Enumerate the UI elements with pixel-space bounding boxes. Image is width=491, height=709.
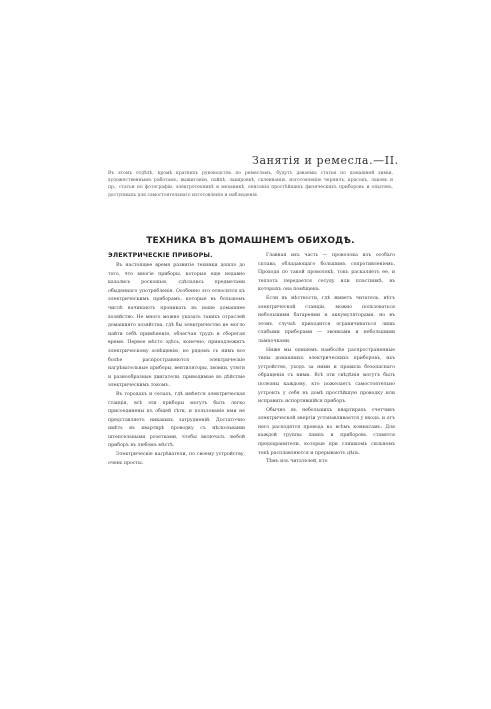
right-paragraph-3: Ниже мы опишемъ наиболѣе распространенные типы домашнихъ электрическихъ приборовъ, ихъ устройство, уходъ за ними и правила безопаснаго обращенія съ ними. Всѣ эти свѣдѣнія могутъ быть полезны каждому, кто пожелаетъ самостоятельно устроить у себя въ домѣ простѣйшую проводку или исправить испортившійся приборъ.: [258, 347, 395, 405]
right-paragraph-4: Обычно въ небольшихъ квартирахъ счетчикъ электрической энергіи устанавливается у входа, и отъ него расходятся провода ко всѣмъ комнатамъ. Для каждой группы лампъ и приборовъ ставятся предохранители, которые при слишкомъ сильномъ токѣ расплавляются и прерываютъ цѣпь.: [258, 407, 395, 456]
left-paragraph-3: Электрическіе нагрѣватели, по своему устройству, очень просты.: [108, 452, 245, 466]
left-paragraph-2: Въ городахъ и селахъ, гдѣ имѣется электрическая станція, всѣ эти приборы могутъ быть легко присоединены къ общей сѣти, и пользованіе ими не представляетъ никакихъ затрудненій. Достаточно имѣть въ квартирѣ проводку съ нѣсколькими штепсельными розетками, чтобы включать любой приборъ въ любомъ мѣстѣ.: [108, 391, 245, 449]
left-column: [108, 252, 245, 468]
article-title: ТЕХНИКА ВЪ ДОМАШНЕМЪ ОБИХОДѢ.: [146, 236, 355, 246]
right-paragraph-2: Если въ мѣстности, гдѣ живетъ читатель, нѣтъ электрической станціи, можно пользоваться небольшими батареями и аккумуляторами, но въ этомъ случаѣ приходится ограничиваться лишь слабыми приборами — звонками и небольшими лампочками.: [258, 295, 395, 344]
right-paragraph-5: Тѣмъ изъ читателей, кто: [266, 459, 328, 465]
article-subhead: ЭЛЕКТРИЧЕСКІЕ ПРИБОРЫ.: [108, 252, 213, 259]
section-intro: Въ этомъ отдѣлѣ, кромѣ краткихъ руководствъ по ремесламъ, будутъ даваемы статьи по домашней химіи, художественнымъ работамъ, выжиганію, пайкѣ, лакировкѣ, склеиванію, изготовленію чернилъ, красокъ, лаковъ и пр., статьи по фотографіи, электротехникѣ и механикѣ, описанія простѣйшихъ физическихъ приборовъ и опытовъ, доступныхъ для самостоятельнаго изготовленія и наблюденія.: [108, 171, 393, 198]
right-column: [258, 252, 395, 467]
left-paragraph-1: Въ настоящее время развитіе техники дошло до того, что многіе приборы, которые еще недавно казались роскошью, сдѣлались предметами обыденнаго употребленія. Особенно это относится къ электрическимъ приборамъ, которые въ большомъ числѣ начинаютъ проникать въ наше домашнее хозяйство. Не много можно указать такихъ отраслей домашняго хозяйства, гдѣ бы электричество не могло найти себѣ примѣненія, облегчая трудъ и сберегая время. Первое мѣсто здѣсь, конечно, принадлежитъ электрическому освѣщенію, но рядомъ съ нимъ все болѣе распространяются электрическіе нагрѣвательные приборы, вентиляторы, звонки, утюги и разнообразные двигатели, приводимые въ дѣйствіе электрическимъ токомъ.: [108, 263, 245, 389]
right-paragraph-1: Главная ихъ часть — проволока изъ особаго сплава, обладающаго большимъ сопротивленіемъ. Проходя по такой проволокѣ, токъ раскаляетъ ее, и теплота передается сосуду или пластинкѣ, въ которыхъ она помѣщена.: [258, 253, 395, 293]
running-head: Занятія и ремесла.—II.: [252, 154, 399, 167]
